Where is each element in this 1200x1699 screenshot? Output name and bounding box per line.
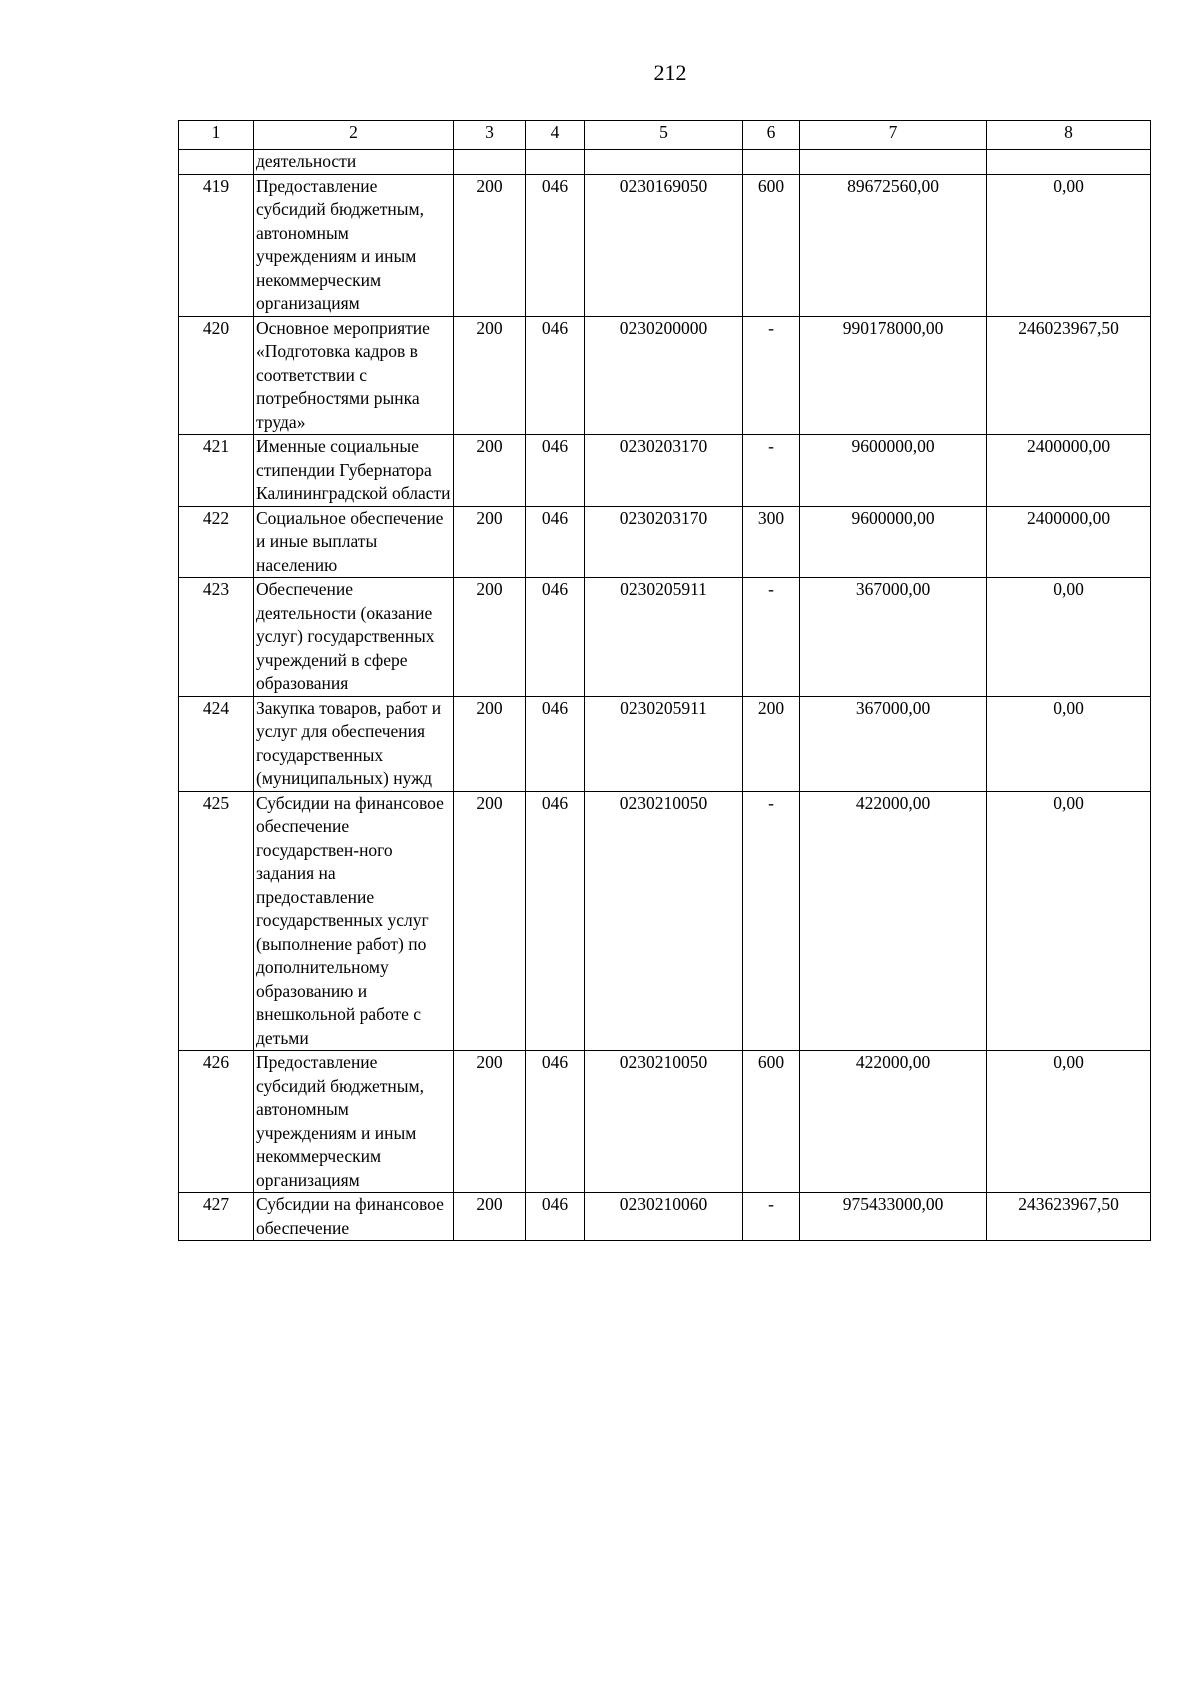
row-number: 425 <box>179 791 254 1051</box>
row-name: Субсидии на финансовое обеспечение государствен-ного задания на предоставление государственных услуг (выполнение работ) по дополнительному образованию и внешкольной работе с детьми <box>254 791 454 1051</box>
cell-c6: - <box>743 435 800 507</box>
table-row <box>179 578 1151 697</box>
cell-c4: 046 <box>526 1193 585 1241</box>
cell-c8: 0,00 <box>987 791 1151 1051</box>
table-row <box>179 1051 1151 1193</box>
cell-c7: 990178000,00 <box>800 316 987 435</box>
row-name: Предоставление субсидий бюджетным, автономным учреждениям и иным некоммерческим организациям <box>254 1051 454 1193</box>
row-number: 421 <box>179 435 254 507</box>
header-row <box>179 121 1151 150</box>
cell-c7: 89672560,00 <box>800 174 987 316</box>
cell-c4: 046 <box>526 791 585 1051</box>
cell-c8: 0,00 <box>987 578 1151 697</box>
cell-c4: 046 <box>526 174 585 316</box>
row-number: 427 <box>179 1193 254 1241</box>
cell-c7: 9600000,00 <box>800 435 987 507</box>
continuation-row <box>179 150 1151 175</box>
cell-c6: 200 <box>743 696 800 791</box>
cell-c3: 200 <box>454 578 526 697</box>
row-number: 420 <box>179 316 254 435</box>
cell-c6: - <box>743 1193 800 1241</box>
cell-c5: 0230205911 <box>585 578 743 697</box>
cell-c3: 200 <box>454 174 526 316</box>
cell-c7: 367000,00 <box>800 696 987 791</box>
cell-c8: 2400000,00 <box>987 506 1151 578</box>
cell-c4: 046 <box>526 1051 585 1193</box>
cell-c5: 0230210060 <box>585 1193 743 1241</box>
cell-c5: 0230205911 <box>585 696 743 791</box>
cell-c5: 0230169050 <box>585 174 743 316</box>
cell-c4: 046 <box>526 506 585 578</box>
table-row <box>179 696 1151 791</box>
cell-c5: 0230203170 <box>585 506 743 578</box>
page-number: 212 <box>653 60 687 85</box>
row-name: деятельности <box>254 150 454 175</box>
cell-c8: 0,00 <box>987 696 1151 791</box>
row-name: Именные социальные стипендии Губернатора Калининградской области <box>254 435 454 507</box>
cell-c3: 200 <box>454 1193 526 1241</box>
cell-c7: 975433000,00 <box>800 1193 987 1241</box>
cell-c4: 046 <box>526 316 585 435</box>
budget-table <box>178 120 1151 1241</box>
cell-c4: 046 <box>526 435 585 507</box>
row-number: 422 <box>179 506 254 578</box>
cell-c6: 300 <box>743 506 800 578</box>
cell-c3: 200 <box>454 696 526 791</box>
table-row <box>179 174 1151 316</box>
cell-c8: 0,00 <box>987 1051 1151 1193</box>
row-number: 424 <box>179 696 254 791</box>
cell-c3: 200 <box>454 791 526 1051</box>
row-number: 419 <box>179 174 254 316</box>
cell-c3: 200 <box>454 1051 526 1193</box>
cell-c6: - <box>743 578 800 697</box>
column-header: 3 <box>454 121 526 150</box>
row-name: Субсидии на финансовое обеспечение <box>254 1193 454 1241</box>
row-name: Предоставление субсидий бюджетным, автономным учреждениям и иным некоммерческим организациям <box>254 174 454 316</box>
cell-c5: 0230210050 <box>585 1051 743 1193</box>
cell-c6: - <box>743 316 800 435</box>
row-name: Социальное обеспечение и иные выплаты населению <box>254 506 454 578</box>
cell-c5: 0230200000 <box>585 316 743 435</box>
cell-c7: 367000,00 <box>800 578 987 697</box>
cell-c7: 422000,00 <box>800 1051 987 1193</box>
cell-c5: 0230203170 <box>585 435 743 507</box>
cell-c4: 046 <box>526 578 585 697</box>
cell-c6: - <box>743 791 800 1051</box>
cell-c8: 2400000,00 <box>987 435 1151 507</box>
cell-c7: 422000,00 <box>800 791 987 1051</box>
cell-c7: 9600000,00 <box>800 506 987 578</box>
column-header: 5 <box>585 121 743 150</box>
column-header: 1 <box>179 121 254 150</box>
table-row <box>179 435 1151 507</box>
table-row <box>179 506 1151 578</box>
cell-c8: 246023967,50 <box>987 316 1151 435</box>
column-header: 6 <box>743 121 800 150</box>
column-header: 7 <box>800 121 987 150</box>
row-name: Закупка товаров, работ и услуг для обеспечения государственных (муниципальных) нужд <box>254 696 454 791</box>
column-header: 4 <box>526 121 585 150</box>
cell-c6: 600 <box>743 1051 800 1193</box>
table-row <box>179 316 1151 435</box>
cell-c3: 200 <box>454 316 526 435</box>
cell-c8: 0,00 <box>987 174 1151 316</box>
column-header: 8 <box>987 121 1151 150</box>
table-row <box>179 1193 1151 1241</box>
table-row <box>179 791 1151 1051</box>
cell-c8: 243623967,50 <box>987 1193 1151 1241</box>
row-number: 423 <box>179 578 254 697</box>
column-header: 2 <box>254 121 454 150</box>
row-name: Основное мероприятие «Подготовка кадров в соответствии с потребностями рынка труда» <box>254 316 454 435</box>
cell-c3: 200 <box>454 435 526 507</box>
cell-c6: 600 <box>743 174 800 316</box>
row-number: 426 <box>179 1051 254 1193</box>
cell-c4: 046 <box>526 696 585 791</box>
cell-c3: 200 <box>454 506 526 578</box>
row-name: Обеспечение деятельности (оказание услуг) государственных учреждений в сфере образования <box>254 578 454 697</box>
cell-c5: 0230210050 <box>585 791 743 1051</box>
